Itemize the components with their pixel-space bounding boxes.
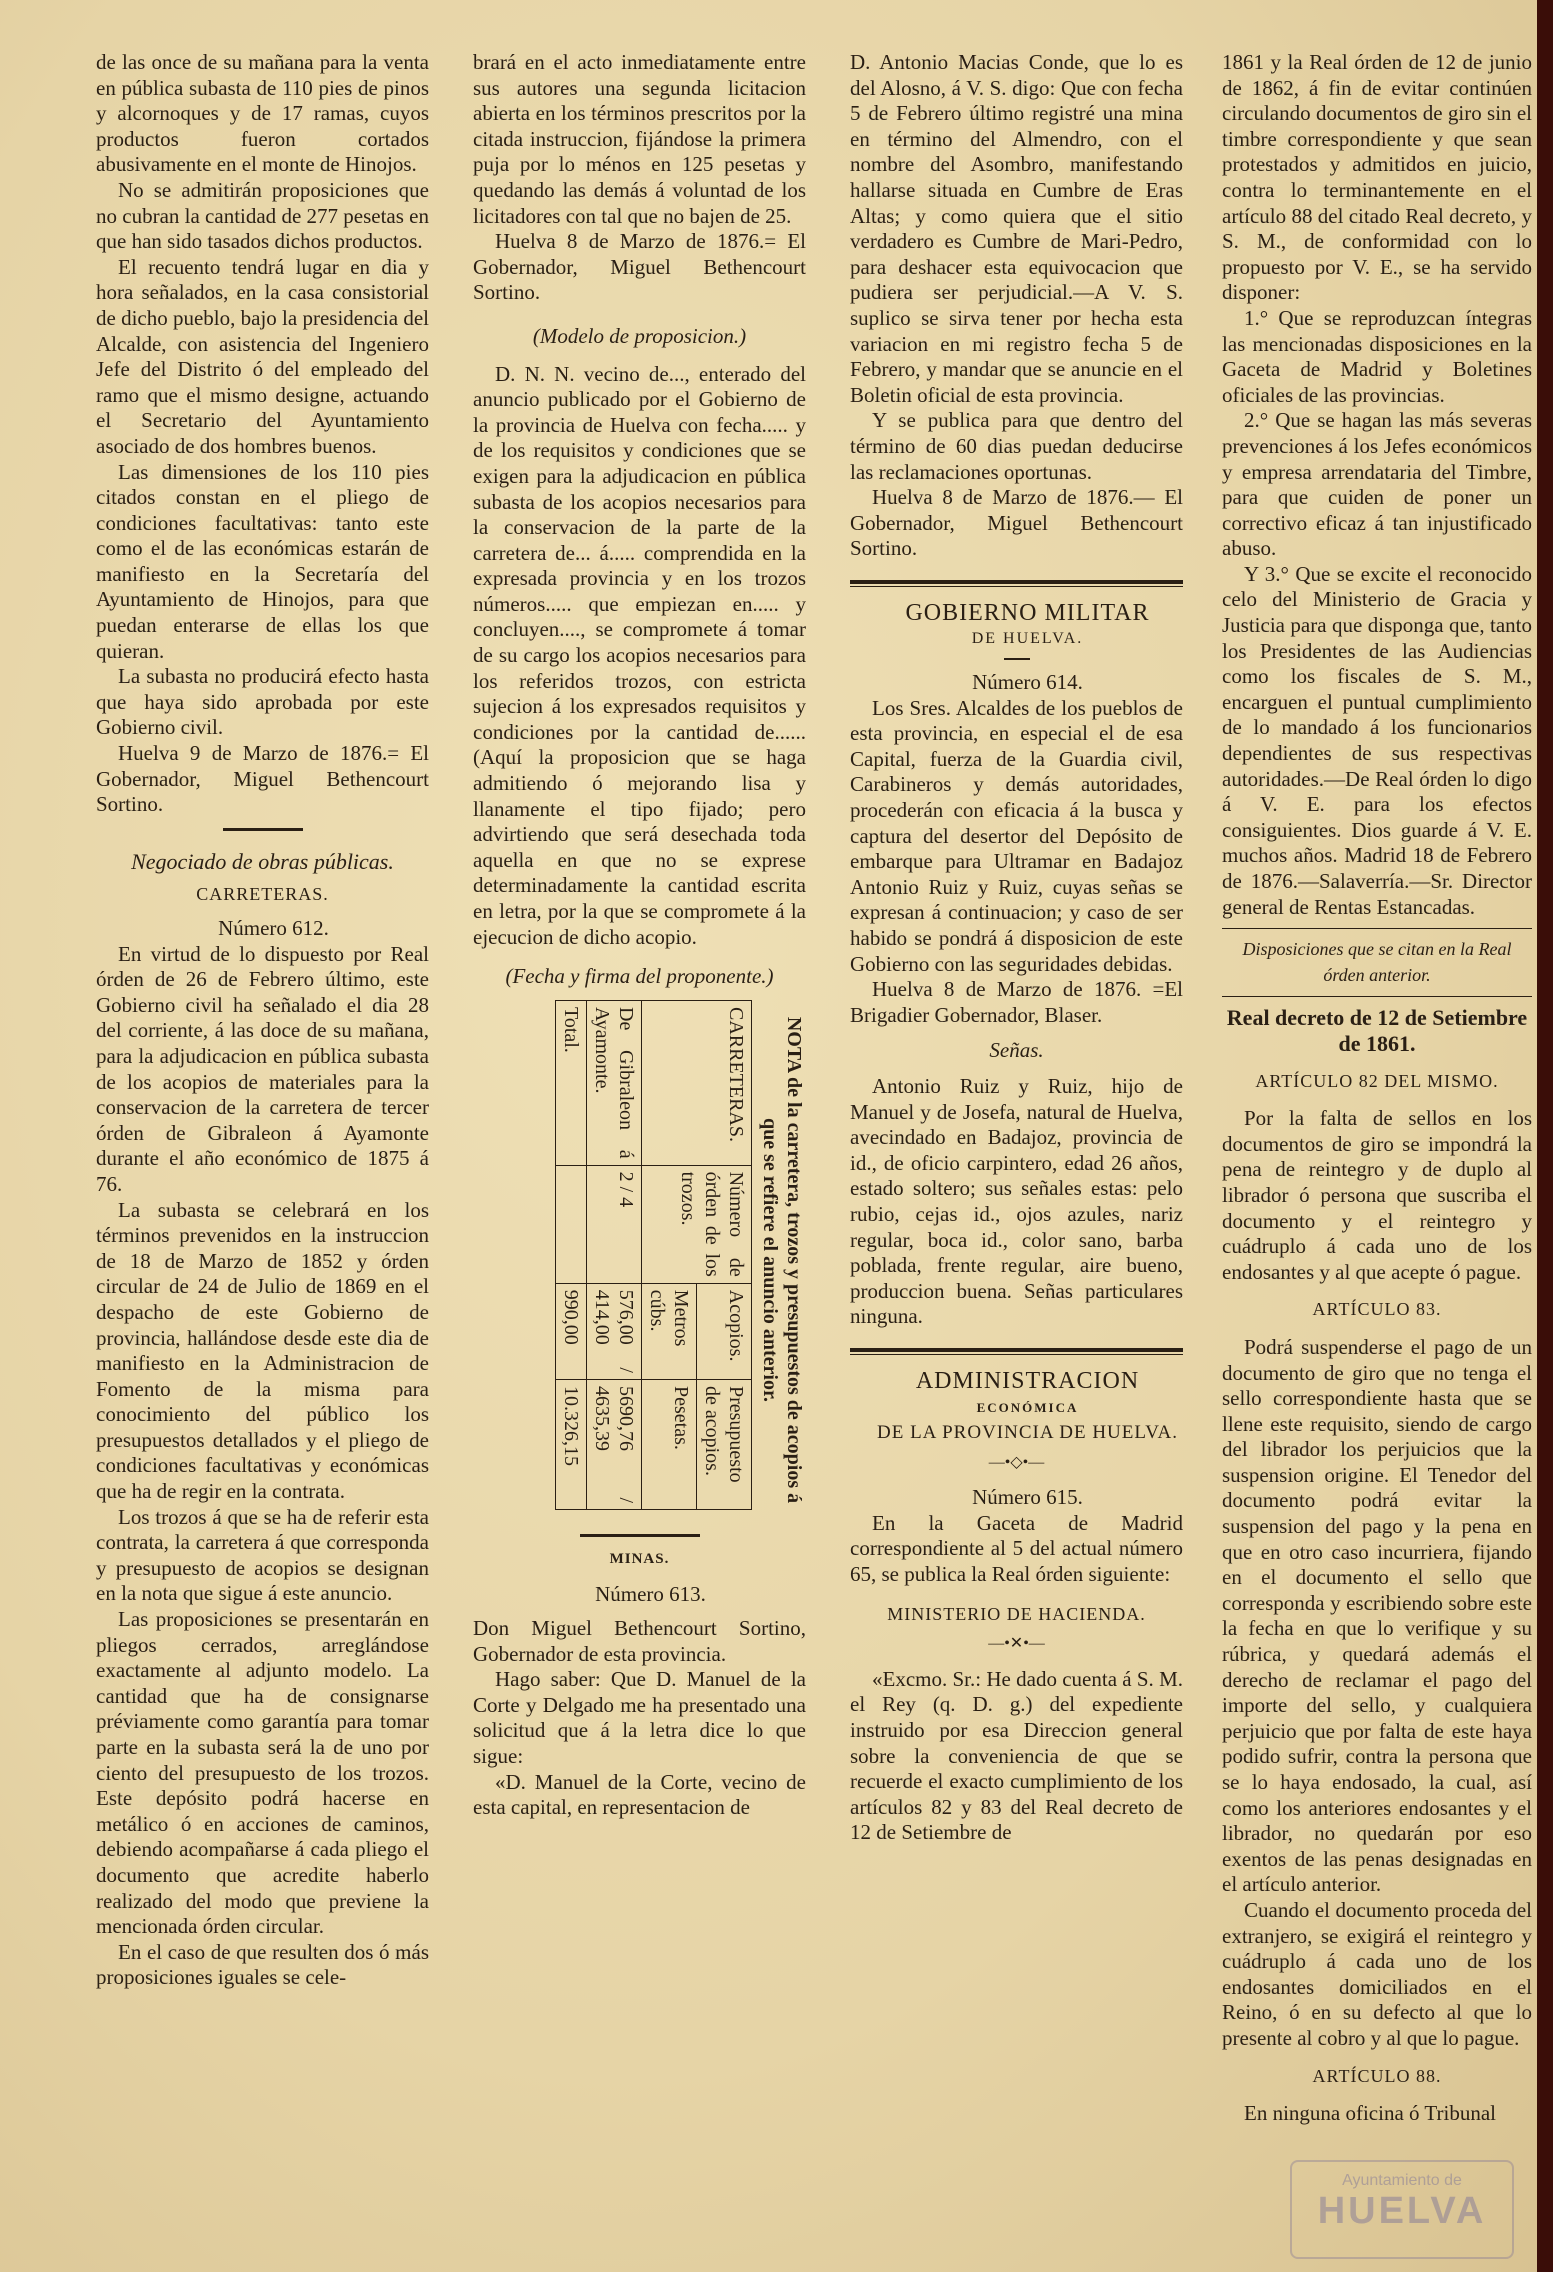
header-metros: Metros cúbs.: [642, 1283, 697, 1379]
section-subheading: ECONÓMICA: [976, 1399, 1079, 1415]
table-total-row: [556, 1000, 587, 1509]
rotated-table-wrapper: [473, 1000, 806, 1520]
paragraph: Y se publica para que dentro del término de 60 dias puedan deducirse las reclamaciones oportunas.: [850, 408, 1183, 484]
paragraph: El recuento tendrá lugar en dia y hora señalados, en la casa consistorial de dicho pueblo, bajo la presidencia del Alcalde, con asistencia del Ingeniero Jefe del Distrito ó del empleado del ramo que el mismo designe, actuando el Secretario del Ayuntamiento asociado de dos hombres buenos.: [96, 254, 429, 458]
table: [555, 1000, 752, 1510]
paragraph: Los Sres. Alcaldes de los pueblos de esta provincia, en especial el de esa Capital, fuerza de la Guardia civil, Carabineros y demás autoridades, procederán con eficacia á la busca y captura del desertor del Depósito de embarque para Ultramar en Badajoz Antonio Ruiz y Ruiz, cuyas señas se expresan á continuacion; y caso de ser habido se pondrá á disposicion de este Gobierno con las seguridades debidas.: [850, 695, 1183, 976]
paragraph: D. N. N. vecino de..., enterado del anuncio publicado por el Gobierno de la provincia de Huelva con fecha..... y de los requisitos y condiciones que se exigen para la adjudicacion en pública subasta de los acopios necesarios para la conservacion de la parte de la carretera de... á..... comprendida en la expresada provincia y en los trozos números..... que empiezan en..... y concluyen...., se compromete á tomar de su cargo los acopios necesarios para los referidos trozos, con estricta sujecion á los expresados requisitos y condiciones por la cantidad de...... (Aquí la proposicion que se haga admitiendo ó mejorando lisa y llanamente el tipo fijado; pero advirtiendo que será desechada toda aquella en que no se exprese determinadamente la cantidad escrita en letra, por la que se compromete á la ejecucion de dicho acopio.: [473, 361, 806, 949]
cell-total-presupuesto: 10.326,15: [556, 1379, 587, 1509]
page-edge: [1537, 0, 1553, 2272]
cell-total-label: Total.: [556, 1000, 587, 1165]
paragraph: En el caso de que resulten dos ó más proposiciones iguales se cele-: [96, 1939, 429, 1990]
paragraph: Antonio Ruiz y Ruiz, hijo de Manuel y de Josefa, natural de Huelva, avecindado en Badajoz, provincia de id., de oficio carpintero, edad 26 años, estado soltero; sus señales estas: pelo rubio, cejas id., ojos azules, nariz regular, boca id., color sano, barba poblada, frente regular, aire bueno, produccion buena. Señas particulares ninguna.: [850, 1073, 1183, 1329]
section-heading-disposiciones: Disposiciones que se citan en la Real órden anterior.: [1242, 939, 1512, 985]
header-carreteras: CARRETERAS.: [642, 1000, 752, 1165]
paragraph: 2.° Que se hagan las más severas prevenciones á los Jefes económicos y empresa arrendataria del Timbre, para que cuiden de poner un correctivo eficaz á tan injustificado abuso.: [1222, 408, 1532, 561]
section-subheading: DE LA PROVINCIA DE HUELVA.: [877, 1422, 1178, 1444]
cell-total-acopios: 990,00: [556, 1283, 587, 1379]
paragraph: Don Miguel Bethencourt Sortino, Gobernador de esta provincia.: [473, 1615, 806, 1666]
budget-table: [555, 1000, 806, 1520]
model-heading: (Modelo de proposicion.): [532, 323, 747, 348]
paragraph: Los trozos á que se ha de referir esta contrata, la carretera á que corresponda y presupuesto de acopios se designan en la nota que sigue á este anuncio.: [96, 1504, 429, 1606]
cell-presupuesto: 5690,76 / 4635,39: [587, 1379, 642, 1509]
paragraph: Cuando el documento proceda del extranjero, se exigirá el reintegro y cuádruplo á cada uno de los endosantes domiciliados en el Reino, ó en su defecto al que lo presente al cobro y al que lo pague.: [1222, 1897, 1532, 2050]
article-heading-83: ARTÍCULO 83.: [1312, 1299, 1442, 1320]
paragraph: «D. Manuel de la Corte, vecino de esta capital, en representacion de: [473, 1769, 806, 1820]
divider: [580, 1534, 700, 1537]
section-subheading: DE HUELVA.: [971, 630, 1084, 648]
column-3: [850, 50, 1183, 1846]
notice-number-612: Número 612.: [218, 916, 329, 940]
signature-placeholder: (Fecha y firma del proponente.): [505, 964, 774, 989]
divider: [223, 828, 303, 831]
header-presupuesto: Presupuesto de acopios.: [697, 1379, 752, 1509]
article-heading-82: ARTÍCULO 82 DEL MISMO.: [1255, 1070, 1499, 1091]
signature-line: Huelva 8 de Marzo de 1876.= El Gobernador, Miguel Bethencourt Sortino.: [473, 229, 806, 305]
ornament: —•✕•—: [988, 1635, 1045, 1653]
paragraph: «Excmo. Sr.: He dado cuenta á S. M. el Rey (q. D. g.) del expediente instruido por esa Direccion general sobre la conveniencia de que se recuerde el exacto cumplimiento de los artículos 82 y 83 del Real decreto de 12 de Setiembre de: [850, 1666, 1183, 1845]
paragraph: Las proposiciones se presentarán en pliegos cerrados, arreglándose exactamente al adjunto modelo. La cantidad que ha de consignarse préviamente como garantía para tomar parte en la subasta será la de uno por ciento del presupuesto de los trozos. Este depósito podrá hacerse en metálico ó en acciones de caminos, debiendo acompañarse á cada pliego el documento que acredite haberlo realizado del modo que previene la mencionada órden circular.: [96, 1607, 429, 1939]
header-numero: Número de órden de los trozos.: [642, 1165, 752, 1283]
paragraph: Podrá suspenderse el pago de un documento de giro que no tenga el sello correspondiente hasta que se llene este requisito, siendo de cargo del librador los perjuicios que la suspension origine. El Tenedor del documento podrá evitar la suspension del pago y la pena en que en otro caso incurriera, fijando en el documento el sello que corresponda y escribiendo sobre este la fecha en que lo verifique y su rúbrica, y quedará además el derecho de reclamar el pago del importe del sello, y cualquiera perjuicio que por falta de este haya podido sufrir, contra la persona que se lo haya endosado, la cual, así como los anteriores endosantes y el librador, no quedarán por eso exentos de las penas designadas en el artículo anterior.: [1222, 1334, 1532, 1897]
paragraph: 1.° Que se reproduzcan íntegras las mencionadas disposiciones en la Gaceta de Madrid y Boletines oficiales de las provincias.: [1222, 305, 1532, 407]
cell-road: De Gibraleon á Ayamonte.: [587, 1000, 642, 1165]
column-2: [473, 50, 806, 1821]
section-heading-senas: Señas.: [989, 1038, 1044, 1063]
article-heading-88: ARTÍCULO 88.: [1312, 2065, 1442, 2086]
table-header-row: [697, 1000, 752, 1509]
paragraph: En ninguna oficina ó Tribunal: [1244, 2101, 1496, 2126]
section-heading-negociado: Negociado de obras públicas.: [131, 848, 394, 874]
double-rule: [850, 1348, 1183, 1355]
paragraph: La subasta se celebrará en los términos prevenidos en la instruccion de 18 de Marzo de 1852 y órden circular de 24 de Julio de 1869 en el despacho de este Gobierno de provincia, hallándose desde este dia de manifiesto en la Administracion de Fomento de la misma para conocimiento del público los presupuestos detallados y el pliego de condiciones facultativas y económicas que ha de regir en la contrata.: [96, 1197, 429, 1504]
paragraph: D. Antonio Macias Conde, que lo es del Alosno, á V. S. digo: Que con fecha 5 de Febrero último registré una mina en término del Almendro, con el nombre del Asombro, manifestando hallarse situada en Cumbre de Eras Altas; y como quiera que el sitio verdadero es Cumbre de Mari-Pedro, para deshacer esta equivocacion que pudiera ser perjudicial.—A V. S. suplico se sirva tener por hecha esta variacion en mi registro fecha 5 de Febrero, y mandar que se anuncie en el Boletin oficial de esta provincia.: [850, 50, 1183, 407]
column-4: [1222, 50, 1532, 2127]
section-heading-carreteras: CARRETERAS.: [196, 884, 329, 905]
header-acopios: Acopios.: [697, 1283, 752, 1379]
cell-trozos: 2 / 4: [587, 1165, 642, 1283]
signature-line: Huelva 8 de Marzo de 1876. =El Brigadier Gobernador, Blaser.: [850, 977, 1183, 1027]
watermark-line: Ayuntamiento de: [1342, 2172, 1462, 2189]
cell-empty: [556, 1165, 587, 1283]
signature-line: Huelva 8 de Marzo de 1876.— El Gobernador, Miguel Bethencourt Sortino.: [850, 485, 1183, 561]
divider: [1004, 658, 1030, 660]
watermark-line: HUELVA: [1317, 2190, 1487, 2232]
double-rule: [850, 580, 1183, 587]
paragraph: 1861 y la Real órden de 12 de junio de 1862, á fin de evitar continúen circulando documentos de giro sin el timbre correspondiente y que sean protestados y admitidos en juicio, contra lo terminantemente en el artículo 88 del citado Real decreto, y S. M., de conformidad con lo propuesto por V. E., se ha servido disponer:: [1222, 50, 1532, 305]
paragraph: En la Gaceta de Madrid correspondiente al 5 del actual número 65, se publica la Real órden siguiente:: [850, 1510, 1183, 1587]
paragraph: Las dimensiones de los 110 pies citados constan en el pliego de condiciones facultativas: tanto este como el de las económicas estarán de manifiesto en la Secretaría del Ayuntamiento de Hinojos, para que puedan enterarse de ellas los que quieran.: [96, 459, 429, 663]
paragraph: Por la falta de sellos en los documentos de giro se impondrá la pena de reintegro y de duplo al librador ó persona que suscriba el documento y el reintegro y cuádruplo á cada uno de los endosantes y al que acepte ó pague.: [1222, 1106, 1532, 1284]
paragraph: La subasta no producirá efecto hasta que haya sido aprobada por este Gobierno civil.: [96, 664, 429, 740]
section-heading-minas: MINAS.: [609, 1550, 670, 1567]
header-pesetas: Pesetas.: [642, 1379, 697, 1509]
table-row: [587, 1000, 642, 1509]
notice-number-613: Número 613.: [595, 1582, 706, 1607]
paragraph: de las once de su mañana para la venta en pública subasta de 110 pies de pinos y alcornoques y de 17 ramas, cuyos productos fueron cortados abusivamente en el monte de Hinojos.: [96, 50, 429, 177]
divider: [1222, 996, 1532, 997]
notice-number-614: Número 614.: [972, 670, 1083, 695]
signature-line: Huelva 9 de Marzo de 1876.= El Gobernador, Miguel Bethencourt Sortino.: [96, 741, 429, 817]
ornament: —•◇•—: [988, 1453, 1045, 1471]
decree-heading: Real decreto de 12 de Setiembre de 1861.: [1226, 1005, 1528, 1056]
paragraph: Y 3.° Que se excite el reconocido celo del Ministerio de Gracia y Justicia para que disponga que, tanto los Presidentes de las Audiencias como los fiscales de S. M., encarguen el puntual cumplimiento de lo mandado á los funcionarios dependientes de sus respectivas autoridades.—De Real órden lo digo á V. E. para los efectos consiguientes. Dios guarde á V. E. muchos años. Madrid 18 de Febrero de 1876.—Salaverría.—Sr. Director general de Rentas Estancadas.: [1222, 561, 1532, 919]
table-caption: NOTA de la carretera, trozos y presupuestos de acopios á que se refiere el anuncio anterior.: [759, 1016, 805, 1503]
section-heading-gobierno-militar: GOBIERNO MILITAR: [905, 599, 1150, 626]
section-heading-administracion: ADMINISTRACION: [915, 1367, 1140, 1394]
archive-watermark: [1290, 2160, 1514, 2259]
cell-acopios: 576,00 / 414,00: [587, 1283, 642, 1379]
paragraph: Hago saber: Que D. Manuel de la Corte y Delgado me ha presentado una solicitud que á la letra dice lo que sigue:: [473, 1667, 806, 1768]
ministry-heading: MINISTERIO DE HACIENDA.: [887, 1603, 1146, 1624]
notice-number-615: Número 615.: [972, 1485, 1083, 1510]
divider: [1222, 928, 1532, 929]
column-1: [96, 50, 429, 1991]
paragraph: No se admitirán proposiciones que no cubran la cantidad de 277 pesetas en que han sido tasados dichos productos.: [96, 177, 429, 254]
paragraph: brará en el acto inmediatamente entre sus autores una segunda licitacion abierta en los términos prescritos por la citada instruccion, fijándose la primera puja por lo ménos en 125 pesetas y quedando las demás á voluntad de los licitadores con tal que no bajen de 25.: [473, 50, 806, 228]
paragraph: En virtud de lo dispuesto por Real órden de 26 de Febrero último, este Gobierno civil ha señalado el dia 28 del corriente, á las doce de su mañana, para la adjudicacion en pública subasta de los acopios de materiales para la conservacion de la carretera de tercer órden de Gibraleon á Ayamonte durante el año económico de 1875 á 76.: [96, 941, 429, 1196]
